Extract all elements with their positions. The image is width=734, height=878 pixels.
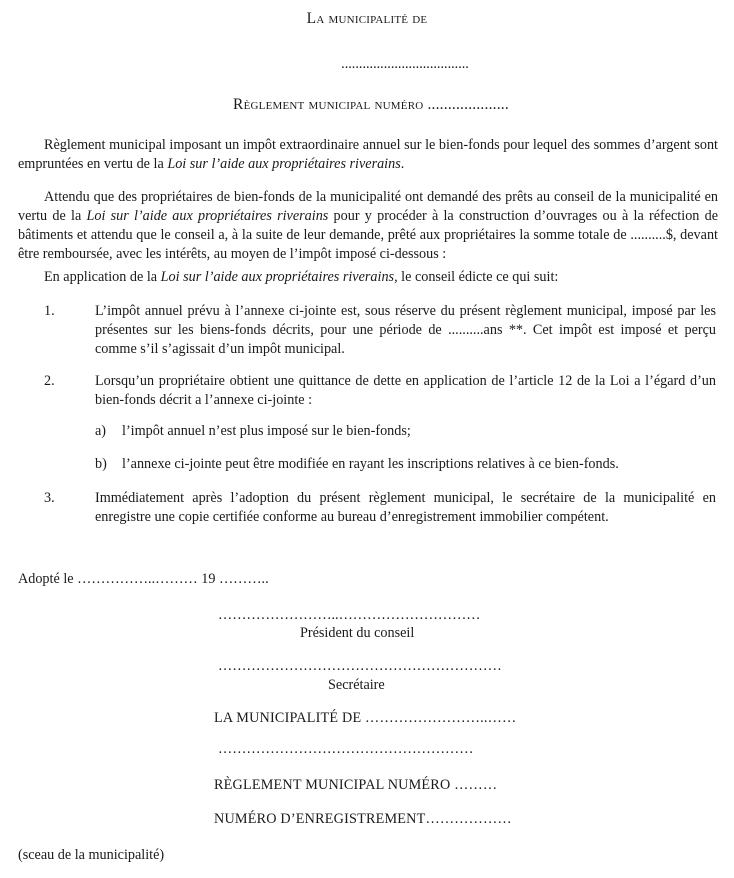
municipal-seal-note: (sceau de la municipalité) [18, 847, 165, 863]
bylaw-number-heading [4, 95, 734, 114]
municipality-footer-line: LA MUNICIPALITÉ DE ……………………..…… [214, 710, 517, 726]
subitem-letter: a) [95, 423, 107, 439]
president-signature-line: ……………………..………………………… [218, 607, 481, 623]
secretary-signature-line: …………………………………………………… [218, 658, 502, 674]
municipality-footer-blank: ……………………………………………… [218, 741, 474, 757]
municipality-name-blank: .................................... [341, 56, 469, 72]
whereas-paragraph: Attendu que des propriétaires de bien-fonds de la municipalité ont demandé des prêts au conseil de la municipalité en vertu de la Loi sur l’aide aux propriétaires riverains pour y procéder à la construction d’ouvrages ou à la réfection de bâtiments et attendu que le conseil a, à la suite de leur demande, prêté aux propriétaires la somme totale de ..........$, devant être remboursée, avec les intérêts, au moyen de l’impôt imposé ci-dessous : [18, 189, 718, 262]
item-text: L’impôt annuel prévu à l’annexe ci-jointe est, sous réserve du présent règlement municipal, imposé par les présentes sur les biens-fonds décrits, pour une période de ..........ans **. Cet impôt est imposé et perçu comme s’il s’agissait d’un impôt municipal. [95, 303, 716, 357]
item-number: 1. [44, 303, 55, 319]
secretary-label: Secrétaire [328, 677, 385, 693]
item-number: 2. [44, 373, 55, 389]
municipality-title: La municipalité de [306, 10, 428, 27]
item-text: Immédiatement après l’adoption du présent règlement municipal, le secrétaire de la municipalité en enregistre une copie certifiée conforme au bureau d’enregistrement immobilier compétent. [95, 490, 716, 525]
president-label: Président du conseil [300, 625, 415, 641]
item-text: Lorsqu’un propriétaire obtient une quittance de dette en application de l’article 12 de la Loi a l’égard d’un bien-fonds décrit a l’annexe ci-jointe : [95, 373, 716, 408]
bylaw-number-blank: .................... [427, 96, 509, 113]
enactment-clause: En application de la Loi sur l’aide aux propriétaires riverains, le conseil édicte ce qui suit: [44, 269, 559, 285]
bylaw-number-label: Règlement municipal numéro [233, 96, 424, 113]
law-title: Loi sur l’aide aux propriétaires riverains [160, 269, 395, 285]
bylaw-number-footer-line: RÈGLEMENT MUNICIPAL NUMÉRO ……… [214, 777, 498, 793]
law-title: Loi sur l’aide aux propriétaires riverains [167, 156, 401, 172]
law-title: Loi sur l’aide aux propriétaires riverains [86, 208, 329, 224]
subitem-text: l’annexe ci-jointe peut être modifiée en rayant les inscriptions relatives à ce bien-fonds. [122, 456, 619, 472]
bylaw-purpose-paragraph: Règlement municipal imposant un impôt extraordinaire annuel sur le bien-fonds pour lequel des sommes d’argent sont empruntées en vertu de la Loi sur l’aide aux propriétaires riverains. [18, 137, 718, 172]
registration-number-line: NUMÉRO D’ENREGISTREMENT……………… [214, 811, 512, 827]
subitem-letter: b) [95, 456, 107, 472]
subitem-text: l’impôt annuel n’est plus imposé sur le bien-fonds; [122, 423, 411, 439]
adoption-date-line: Adopté le ……………..……… 19 ……….. [18, 571, 269, 587]
item-number: 3. [44, 490, 55, 506]
